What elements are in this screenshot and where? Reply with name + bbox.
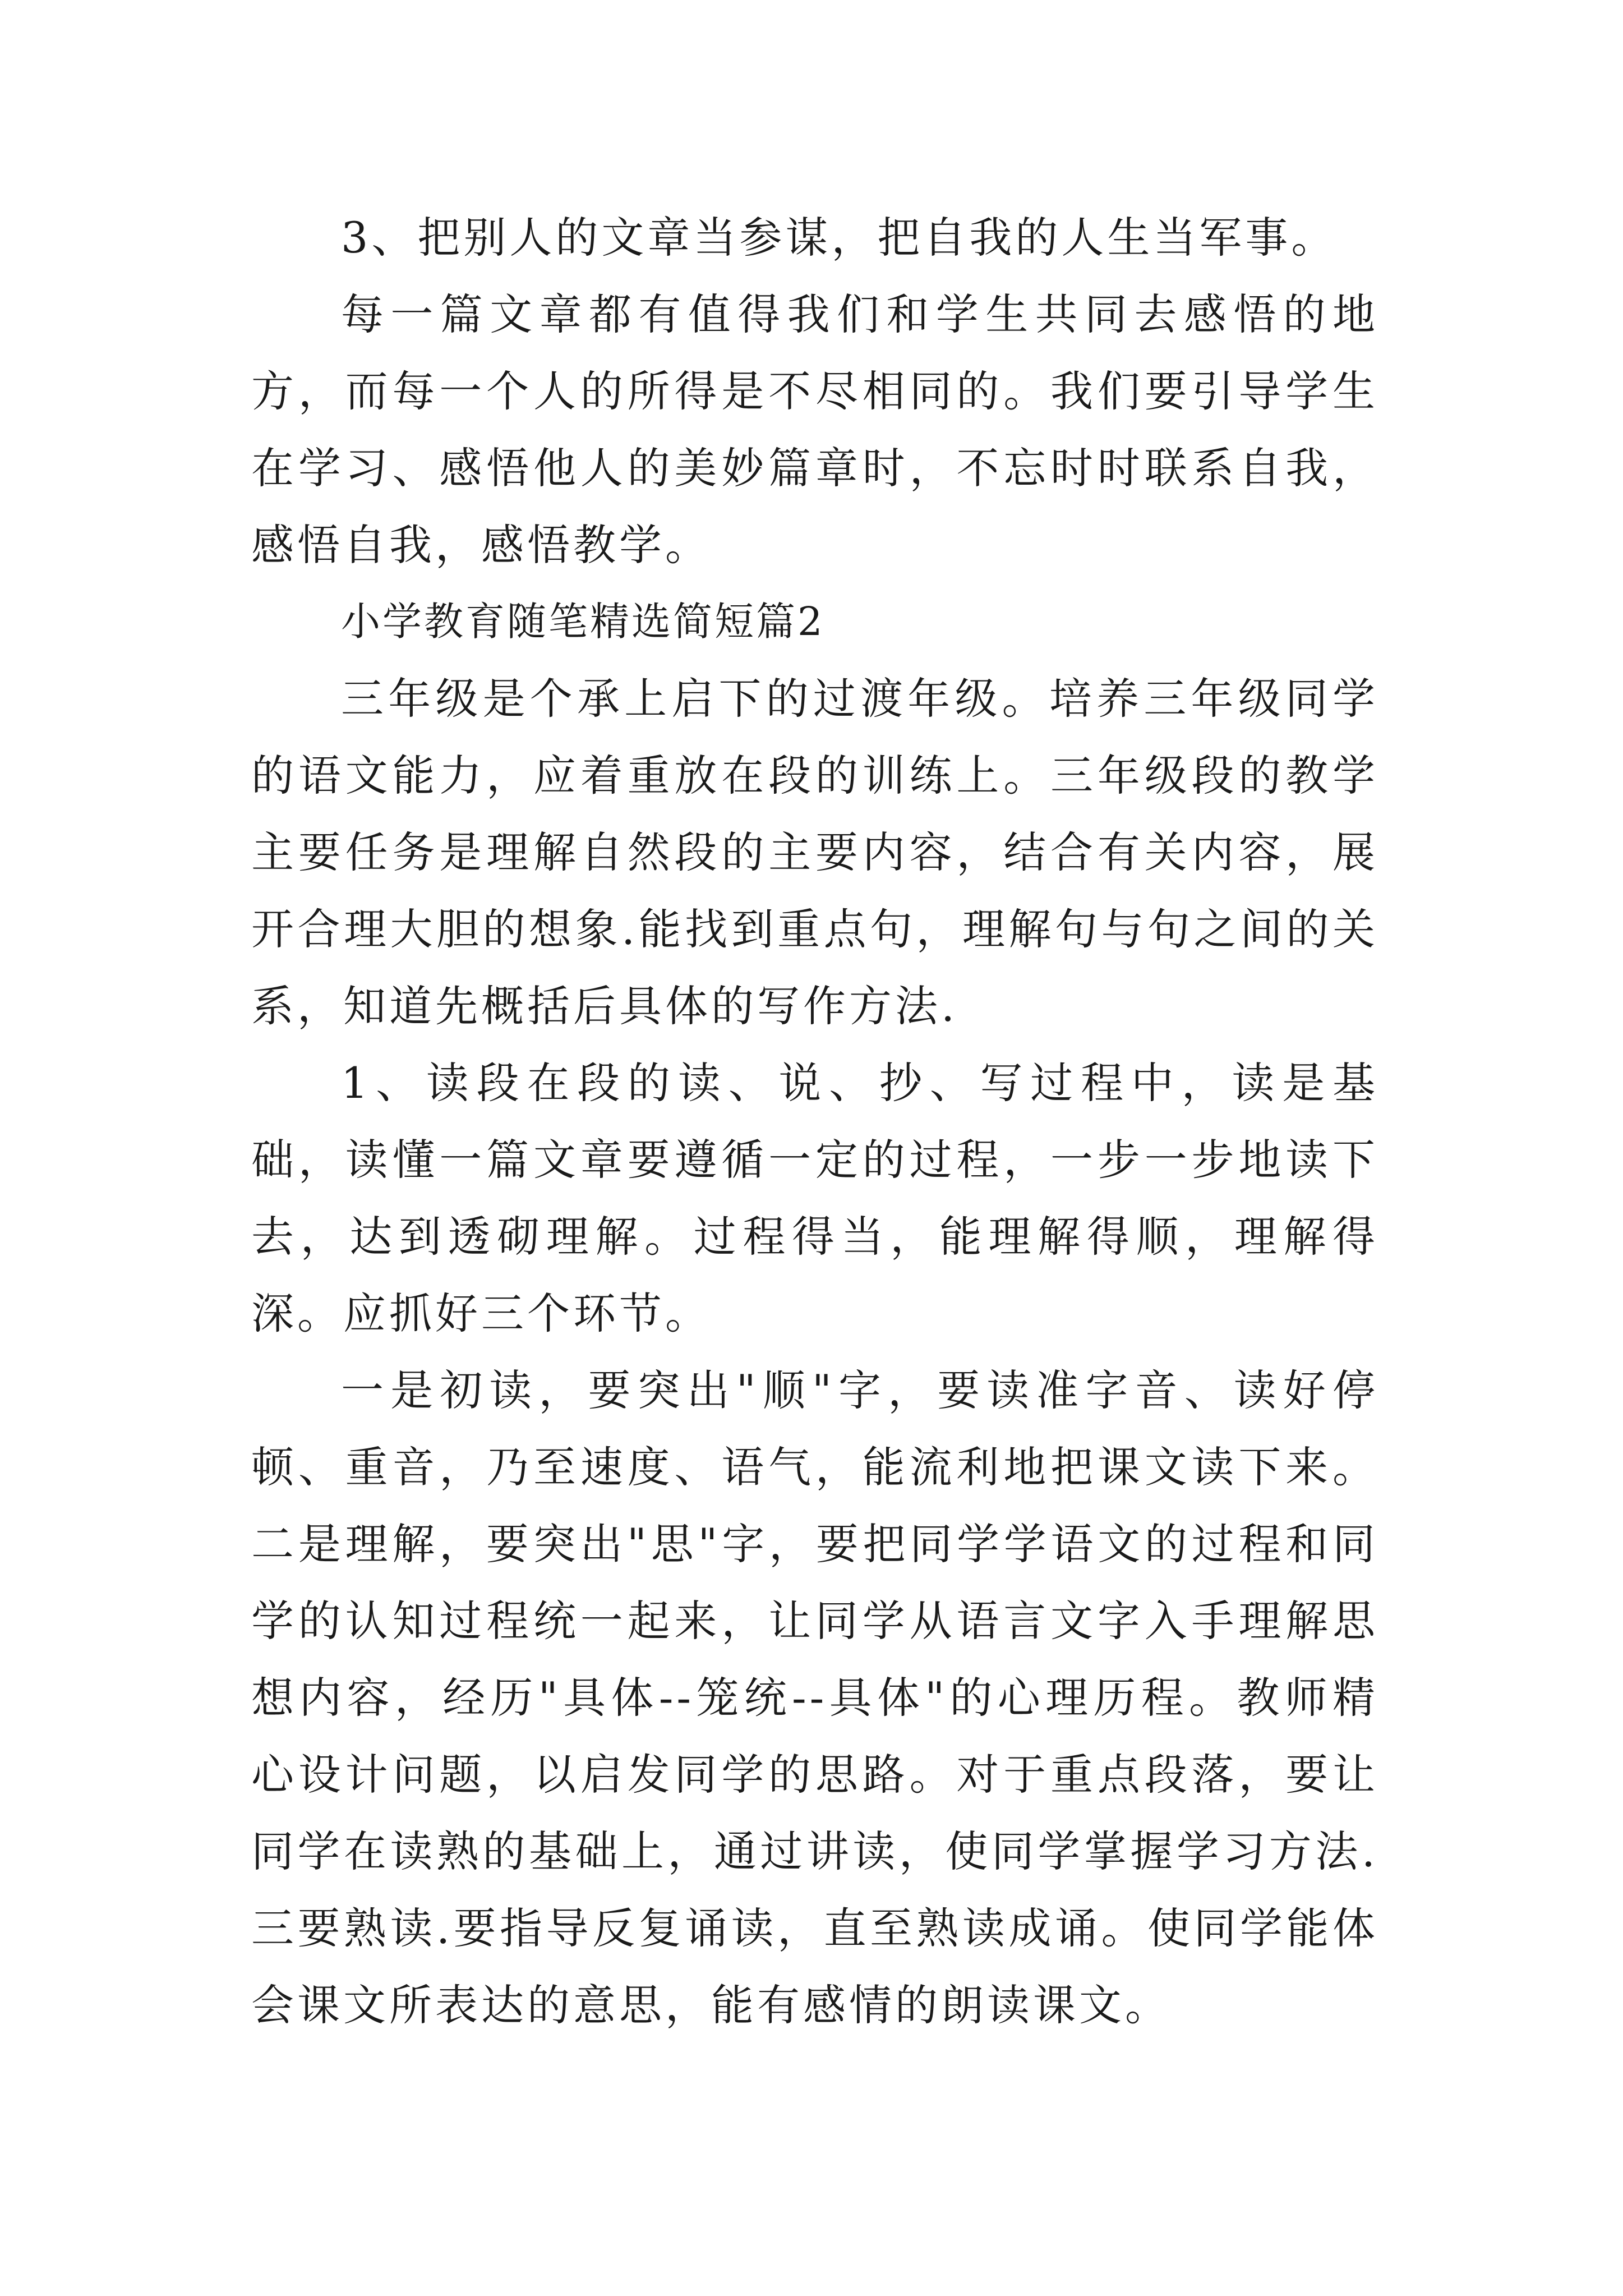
paragraph-reading-steps: 1、读段在段的读、说、抄、写过程中，读是基础，读懂一篇文章要遵循一定的过程，一步一步地读下去，达到透砌理解。过程得当，能理解得顺，理解得深。应抓好三个环节。	[251, 1058, 1378, 1338]
section-heading: 小学教育随笔精选简短篇2	[341, 599, 825, 645]
document-body	[251, 199, 1378, 2044]
paragraph-point-3: 3、把别人的文章当参谋，把自我的人生当军事。	[341, 213, 1338, 263]
paragraph-grade-three: 三年级是个承上启下的过渡年级。培养三年级同学的语文能力，应着重放在段的训练上。三年级段的教学主要任务是理解自然段的主要内容，结合有关内容，展开合理大胆的想象.能找到重点句，理解句与句之间的关系，知道先概括后具体的写作方法.	[251, 674, 1378, 1031]
paragraph-reflection: 每一篇文章都有值得我们和学生共同去感悟的地方，而每一个人的所得是不尽相同的。我们要引导学生在学习、感悟他人的美妙篇章时，不忘时时联系自我，感悟自我，感悟教学。	[251, 289, 1378, 570]
paragraph-reading-detail: 一是初读，要突出"顺"字，要读准字音、读好停顿、重音，乃至速度、语气，能流利地把课文读下来。二是理解，要突出"思"字，要把同学学语文的过程和同学的认知过程统一起来，让同学从语言文字入手理解思想内容，经历"具体--笼统--具体"的心理历程。教师精心设计问题，以启发同学的思路。对于重点段落，要让同学在读熟的基础上，通过讲读，使同学掌握学习方法.三要熟读.要指导反复诵读，直至熟读成诵。使同学能体会课文所表达的意思，能有感情的朗读课文。	[251, 1365, 1378, 2030]
